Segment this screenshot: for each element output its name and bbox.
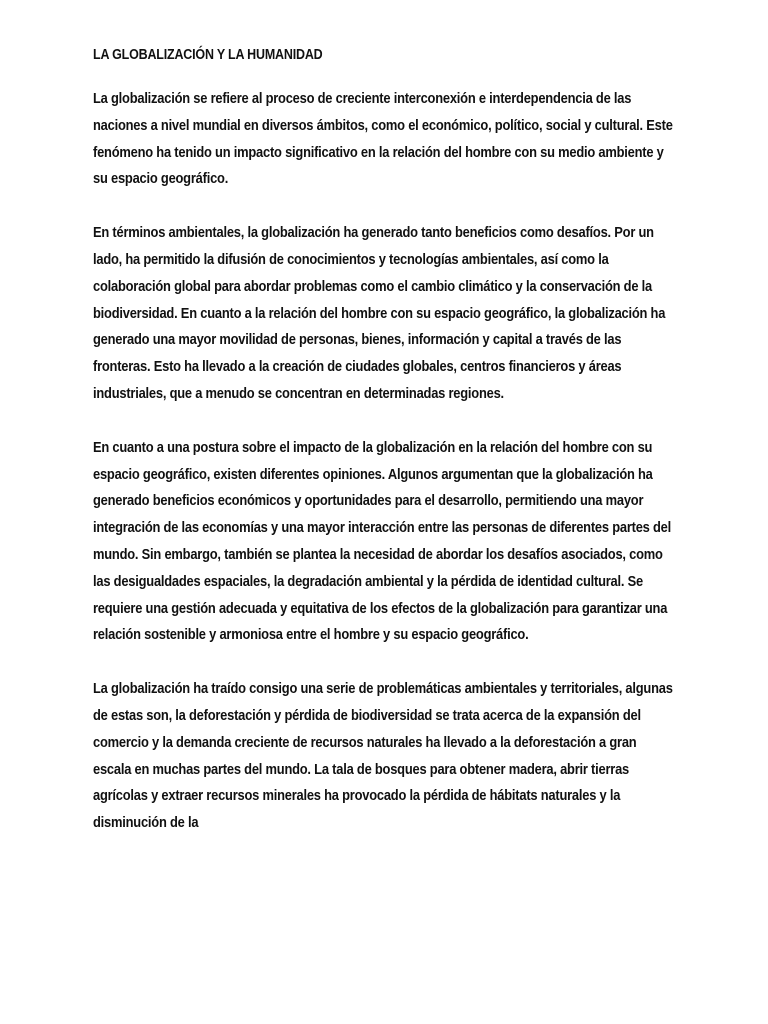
paragraph-3: En cuanto a una postura sobre el impacto de la globalización en la relación del hombre con su espacio geográfico, existen diferentes opiniones. Algunos argumentan que la globalización ha generado beneficios económicos y oportunidades para el desarrollo, permitiendo una mayor integración de las economías y una mayor interacción entre las personas de diferentes partes del mundo. Sin embargo, también se plantea la necesidad de abordar los desafíos asociados, como las desigualdades espaciales, la degradación ambiental y la pérdida de identidad cultural. Se requiere una gestión adecuada y equitativa de los efectos de la globalización para garantizar una relación sostenible y armoniosa entre el hombre y su espacio geográfico.	[93, 438, 672, 644]
paragraph-1: La globalización se refiere al proceso de creciente interconexión e interdependencia de las naciones a nivel mundial en diversos ámbitos, como el económico, político, social y cultural. Este fenómeno ha tenido un impacto significativo en la relación del hombre con su medio ambiente y su espacio geográfico.	[93, 90, 673, 188]
document-page	[93, 40, 675, 837]
paragraph-4: La globalización ha traído consigo una serie de problemáticas ambientales y territoriales, algunas de estas son, la deforestación y pérdida de biodiversidad se trata acerca de la expansión del comercio y la demanda creciente de recursos naturales ha llevado a la deforestación a gran escala en muchas partes del mundo. La tala de bosques para obtener madera, abrir tierras agrícolas y extraer recursos minerales ha provocado la pérdida de hábitats naturales y la disminución de la	[93, 680, 673, 832]
paragraph-2: En términos ambientales, la globalización ha generado tanto beneficios como desafíos. Por un lado, ha permitido la difusión de conocimientos y tecnologías ambientales, así como la colaboración global para abordar problemas como el cambio climático y la conservación de la biodiversidad. En cuanto a la relación del hombre con su espacio geográfico, la globalización ha generado una mayor movilidad de personas, bienes, información y capital a través de las fronteras. Esto ha llevado a la creación de ciudades globales, centros financieros y áreas industriales, que a menudo se concentran en determinadas regiones.	[93, 224, 666, 402]
document-title: LA GLOBALIZACIÓN Y LA HUMANIDAD	[93, 47, 323, 63]
